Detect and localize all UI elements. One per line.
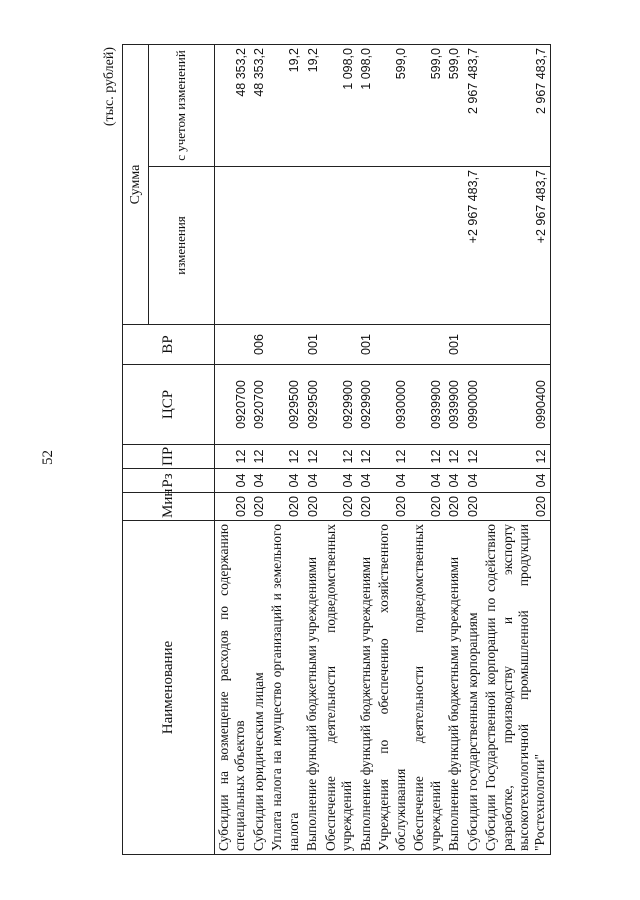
row-csr: 0990400	[482, 365, 550, 445]
row-change	[268, 167, 303, 325]
header-change: изменения	[149, 167, 215, 325]
row-change: +2 967 483,7	[464, 167, 482, 325]
row-change: +2 967 483,7	[482, 167, 550, 325]
table-row	[375, 45, 410, 855]
table-row	[482, 45, 550, 855]
header-csr: ЦСР	[123, 365, 215, 445]
row-vr	[410, 325, 445, 365]
row-change	[357, 167, 375, 325]
row-change	[445, 167, 463, 325]
row-csr: 0990000	[464, 365, 482, 445]
row-csr: 0929500	[268, 365, 303, 445]
table-body	[215, 45, 551, 855]
row-min: 020	[250, 493, 268, 521]
units-label: (тыс. рублей)	[102, 47, 117, 127]
row-change	[410, 167, 445, 325]
row-total: 2 967 483,7	[482, 45, 550, 167]
row-name: Обеспечение деятельности подведомственных учреждений	[410, 521, 445, 855]
row-min: 020	[322, 493, 357, 521]
row-name: Выполнение функций бюджетными учреждениями	[303, 521, 321, 855]
row-rz: 04	[482, 469, 550, 493]
header-rz: Рз	[123, 469, 215, 493]
row-pr: 12	[445, 445, 463, 469]
row-vr	[268, 325, 303, 365]
row-rz: 04	[215, 469, 250, 493]
row-pr: 12	[268, 445, 303, 469]
header-with-change: с учетом изменений	[149, 45, 215, 167]
table-row	[464, 45, 482, 855]
row-name: Уплата налога на имущество организаций и земельного налога	[268, 521, 303, 855]
table-row	[250, 45, 268, 855]
row-min: 020	[410, 493, 445, 521]
row-pr: 12	[250, 445, 268, 469]
row-total: 1 098,0	[357, 45, 375, 167]
budget-table	[122, 44, 551, 855]
row-name: Учреждения по обеспечению хозяйственного обслуживания	[375, 521, 410, 855]
header-pr: ПР	[123, 445, 215, 469]
header-min: Мин	[123, 493, 215, 521]
row-csr: 0920700	[215, 365, 250, 445]
row-name: Субсидии государственным корпорациям	[464, 521, 482, 855]
row-name: Выполнение функций бюджетными учреждениями	[445, 521, 463, 855]
table-row	[357, 45, 375, 855]
row-change	[375, 167, 410, 325]
row-vr: 001	[445, 325, 463, 365]
row-name: Выполнение функций бюджетными учреждениями	[357, 521, 375, 855]
row-pr: 12	[322, 445, 357, 469]
table-row	[215, 45, 250, 855]
table-row	[445, 45, 463, 855]
row-min: 020	[445, 493, 463, 521]
header-sum: Сумма	[123, 45, 149, 325]
row-total: 599,0	[375, 45, 410, 167]
row-rz: 04	[322, 469, 357, 493]
row-total: 48 353,2	[250, 45, 268, 167]
row-csr: 0939900	[445, 365, 463, 445]
row-name: Обеспечение деятельности подведомственных учреждений	[322, 521, 357, 855]
row-name: Субсидии Государственной корпорации по содействию разработке, производству и экспорту высокотехнологичной промышленной продукции "Ростехнологии"	[482, 521, 550, 855]
row-csr: 0939900	[410, 365, 445, 445]
row-vr: 006	[250, 325, 268, 365]
row-csr: 0930000	[375, 365, 410, 445]
row-pr: 12	[215, 445, 250, 469]
row-change	[215, 167, 250, 325]
row-rz: 04	[303, 469, 321, 493]
row-rz: 04	[357, 469, 375, 493]
row-rz: 04	[375, 469, 410, 493]
row-min: 020	[464, 493, 482, 521]
row-rz: 04	[464, 469, 482, 493]
row-csr: 0929900	[322, 365, 357, 445]
row-csr: 0929900	[357, 365, 375, 445]
row-rz: 04	[410, 469, 445, 493]
row-change	[303, 167, 321, 325]
row-pr: 12	[375, 445, 410, 469]
row-min: 020	[482, 493, 550, 521]
row-name: Субсидии юридическим лицам	[250, 521, 268, 855]
header-name: Наименование	[123, 521, 215, 855]
table-row	[322, 45, 357, 855]
row-rz: 04	[445, 469, 463, 493]
row-pr: 12	[464, 445, 482, 469]
row-rz: 04	[268, 469, 303, 493]
row-total: 19,2	[268, 45, 303, 167]
row-total: 48 353,2	[215, 45, 250, 167]
row-min: 020	[215, 493, 250, 521]
row-min: 020	[303, 493, 321, 521]
row-vr	[215, 325, 250, 365]
row-vr: 001	[303, 325, 321, 365]
row-total: 19,2	[303, 45, 321, 167]
row-min: 020	[375, 493, 410, 521]
row-total: 599,0	[410, 45, 445, 167]
table-row	[410, 45, 445, 855]
row-total: 2 967 483,7	[464, 45, 482, 167]
table-row	[268, 45, 303, 855]
header-vr: ВР	[123, 325, 215, 365]
row-pr: 12	[357, 445, 375, 469]
rotated-page-content	[100, 45, 570, 855]
row-csr: 0929500	[303, 365, 321, 445]
row-change	[250, 167, 268, 325]
row-vr: 001	[357, 325, 375, 365]
row-vr	[482, 325, 550, 365]
row-vr	[375, 325, 410, 365]
row-rz: 04	[250, 469, 268, 493]
row-min: 020	[268, 493, 303, 521]
page-number: 52	[40, 450, 56, 465]
row-min: 020	[357, 493, 375, 521]
table-row	[303, 45, 321, 855]
row-pr: 12	[303, 445, 321, 469]
row-total: 1 098,0	[322, 45, 357, 167]
row-csr: 0920700	[250, 365, 268, 445]
row-total: 599,0	[445, 45, 463, 167]
row-pr: 12	[482, 445, 550, 469]
row-vr	[322, 325, 357, 365]
row-name: Субсидии на возмещение расходов по содержанию специальных объектов	[215, 521, 250, 855]
row-vr	[464, 325, 482, 365]
row-pr: 12	[410, 445, 445, 469]
row-change	[322, 167, 357, 325]
